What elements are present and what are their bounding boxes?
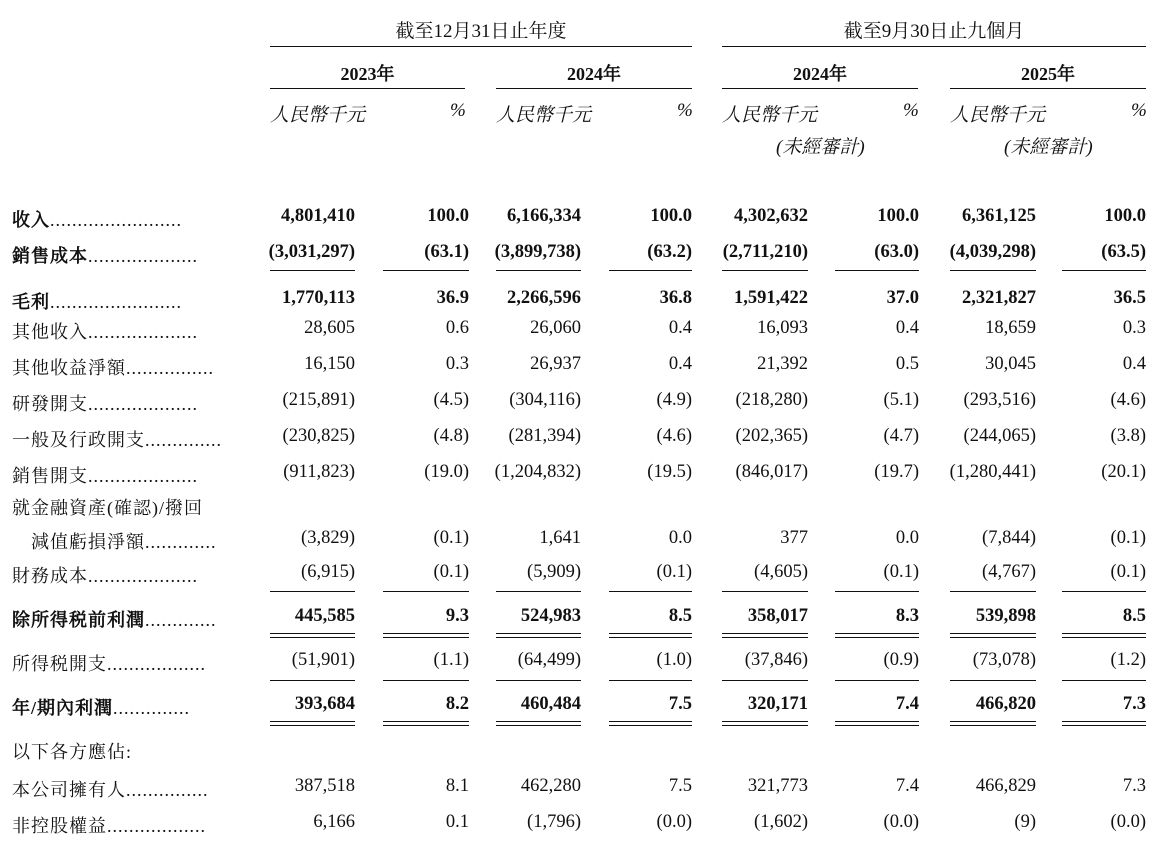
percent-cell: (0.1) <box>656 562 692 582</box>
row-label-text: 以下各方應佔: <box>12 742 133 762</box>
percent-cell: 0.4 <box>668 354 692 374</box>
row-label-text: 研發開支 <box>12 394 88 414</box>
amount-cell: 387,518 <box>294 776 355 796</box>
row-label-text: 銷售開支 <box>12 466 88 486</box>
percent-unit: % <box>677 100 693 121</box>
percent-cell: (63.1) <box>424 242 469 262</box>
percent-cell: (19.7) <box>874 462 919 482</box>
row-leader-dots: ............. <box>145 610 217 630</box>
percent-cell: (0.1) <box>1110 528 1146 548</box>
percent-cell: 0.4 <box>1122 354 1146 374</box>
row-label <box>12 288 182 314</box>
amount-cell: 445,585 <box>294 606 355 626</box>
single-underline <box>722 270 808 271</box>
amount-cell: 466,829 <box>975 776 1036 796</box>
amount-cell: 30,045 <box>985 354 1036 374</box>
double-underline <box>496 721 581 726</box>
single-underline <box>496 591 581 592</box>
row-label <box>12 606 217 632</box>
percent-cell: (1.2) <box>1110 650 1146 670</box>
row-leader-dots: .................... <box>88 394 198 414</box>
single-underline <box>950 270 1036 271</box>
double-underline <box>609 721 692 726</box>
row-leader-dots: .................... <box>88 566 198 586</box>
percent-unit: % <box>1131 100 1147 121</box>
row-label-text: 就金融資產(確認)/撥回 <box>12 498 203 518</box>
row-leader-dots: .................... <box>88 246 198 266</box>
amount-cell: 1,641 <box>539 528 581 548</box>
amount-cell: (218,280) <box>735 390 808 410</box>
percent-cell: 36.5 <box>1113 288 1146 308</box>
single-underline <box>1062 591 1146 592</box>
row-leader-dots: .................. <box>107 816 206 836</box>
percent-cell: 100.0 <box>427 206 469 226</box>
double-underline <box>950 633 1036 638</box>
row-label-text: 減值虧損淨額 <box>12 532 145 552</box>
single-underline <box>270 270 355 271</box>
single-underline <box>609 680 692 681</box>
percent-cell: (0.0) <box>883 812 919 832</box>
percent-cell: (4.6) <box>656 426 692 446</box>
amount-cell: (37,846) <box>744 650 808 670</box>
percent-cell: 0.4 <box>895 318 919 338</box>
single-underline <box>950 680 1036 681</box>
row-label <box>12 462 198 488</box>
year-underline <box>496 88 692 89</box>
amount-cell: 6,166,334 <box>507 206 581 226</box>
double-underline <box>722 633 808 638</box>
row-leader-dots: .................... <box>88 322 198 342</box>
percent-cell: 8.1 <box>445 776 469 796</box>
amount-cell: 6,166 <box>313 812 355 832</box>
amount-cell: (281,394) <box>508 426 581 446</box>
year-header: 2023年 <box>340 64 395 84</box>
single-underline <box>270 680 355 681</box>
year-header: 2024年 <box>567 64 621 84</box>
double-underline <box>496 633 581 638</box>
year-header: 2025年 <box>1021 64 1075 84</box>
amount-cell: 1,591,422 <box>734 288 808 308</box>
percent-cell: (5.1) <box>883 390 919 410</box>
percent-cell: (0.1) <box>433 528 469 548</box>
percent-cell: (0.0) <box>1110 812 1146 832</box>
percent-cell: 37.0 <box>886 288 919 308</box>
percent-cell: 7.3 <box>1122 776 1146 796</box>
amount-cell: 18,659 <box>985 318 1036 338</box>
row-leader-dots: ............. <box>145 532 217 552</box>
percent-cell: (4.6) <box>1110 390 1146 410</box>
percent-cell: 100.0 <box>877 206 919 226</box>
row-label-text: 毛利 <box>12 292 50 312</box>
currency-unit: 人民幣千元 <box>950 105 1046 126</box>
percent-cell: 8.5 <box>1122 606 1146 626</box>
amount-cell: 4,302,632 <box>734 206 808 226</box>
amount-cell: 524,983 <box>520 606 581 626</box>
single-underline <box>950 591 1036 592</box>
row-label <box>12 390 198 416</box>
row-label <box>12 812 206 838</box>
currency-unit: 人民幣千元 <box>722 105 818 126</box>
percent-cell: 100.0 <box>1104 206 1146 226</box>
percent-cell: (63.2) <box>647 242 692 262</box>
amount-cell: 460,484 <box>520 694 581 714</box>
amount-cell: (51,901) <box>291 650 355 670</box>
amount-cell: (4,605) <box>754 562 808 582</box>
row-leader-dots: ............... <box>126 780 209 800</box>
row-label <box>12 354 214 380</box>
percent-cell: 8.2 <box>445 694 469 714</box>
percent-cell: 7.3 <box>1122 694 1146 714</box>
double-underline <box>383 633 469 638</box>
percent-cell: (0.1) <box>883 562 919 582</box>
amount-cell: (7,844) <box>982 528 1036 548</box>
percent-cell: (20.1) <box>1101 462 1146 482</box>
amount-cell: 2,321,827 <box>962 288 1036 308</box>
period-header-nine-months: 截至9月30日止九個月 <box>843 21 1025 42</box>
double-underline <box>835 633 919 638</box>
percent-cell: (4.9) <box>656 390 692 410</box>
row-label-text: 本公司擁有人 <box>12 780 126 800</box>
row-label <box>12 776 209 802</box>
amount-cell: 16,150 <box>304 354 355 374</box>
double-underline <box>1062 721 1146 726</box>
percent-cell: 7.4 <box>895 776 919 796</box>
row-label-text: 非控股權益 <box>12 816 107 836</box>
percent-cell: 0.0 <box>668 528 692 548</box>
amount-cell: (293,516) <box>963 390 1036 410</box>
row-label-text: 其他收益淨額 <box>12 358 126 378</box>
row-label-text: 其他收入 <box>12 322 88 342</box>
amount-cell: (1,796) <box>527 812 581 832</box>
amount-cell: (3,829) <box>301 528 355 548</box>
single-underline <box>270 591 355 592</box>
percent-cell: 0.3 <box>1122 318 1146 338</box>
row-label <box>12 650 206 676</box>
amount-cell: 377 <box>780 528 808 548</box>
single-underline <box>835 591 919 592</box>
percent-cell: (0.0) <box>656 812 692 832</box>
single-underline <box>609 270 692 271</box>
amount-cell: (6,915) <box>301 562 355 582</box>
percent-cell: 0.5 <box>895 354 919 374</box>
double-underline <box>383 721 469 726</box>
amount-cell: (9) <box>1014 812 1036 832</box>
row-label-text: 所得税開支 <box>12 654 107 674</box>
period-header-year: 截至12月31日止年度 <box>395 21 567 42</box>
percent-cell: (1.0) <box>656 650 692 670</box>
double-underline <box>1062 633 1146 638</box>
double-underline <box>270 633 355 638</box>
row-label-text: 年/期內利潤 <box>12 698 114 718</box>
row-label <box>12 242 198 268</box>
double-underline <box>835 721 919 726</box>
row-label-text: 收入 <box>12 210 50 230</box>
row-leader-dots: .............. <box>145 430 222 450</box>
percent-cell: (3.8) <box>1110 426 1146 446</box>
percent-cell: (63.5) <box>1101 242 1146 262</box>
double-underline <box>609 633 692 638</box>
row-label-text: 財務成本 <box>12 566 88 586</box>
amount-cell: (3,899,738) <box>494 242 581 262</box>
unaudited-note: (未經審計) <box>776 137 865 158</box>
single-underline <box>722 680 808 681</box>
percent-cell: 100.0 <box>650 206 692 226</box>
percent-cell: (19.0) <box>424 462 469 482</box>
row-leader-dots: ........................ <box>50 210 182 230</box>
single-underline <box>496 680 581 681</box>
amount-cell: 26,060 <box>530 318 581 338</box>
amount-cell: 4,801,410 <box>281 206 355 226</box>
amount-cell: (1,204,832) <box>494 462 581 482</box>
amount-cell: (230,825) <box>282 426 355 446</box>
amount-cell: (5,909) <box>527 562 581 582</box>
amount-cell: 321,773 <box>747 776 808 796</box>
percent-cell: (1.1) <box>433 650 469 670</box>
single-underline <box>383 270 469 271</box>
single-underline <box>1062 680 1146 681</box>
percent-cell: 7.5 <box>668 776 692 796</box>
row-label-text: 除所得税前利潤 <box>12 610 145 630</box>
single-underline <box>383 680 469 681</box>
row-label <box>12 562 198 588</box>
row-leader-dots: ........................ <box>50 292 182 312</box>
amount-cell: (3,031,297) <box>268 242 355 262</box>
amount-cell: (846,017) <box>735 462 808 482</box>
row-leader-dots: ................ <box>126 358 214 378</box>
amount-cell: 539,898 <box>975 606 1036 626</box>
percent-cell: 8.5 <box>668 606 692 626</box>
amount-cell: 21,392 <box>757 354 808 374</box>
percent-cell: 0.3 <box>445 354 469 374</box>
year-header: 2024年 <box>793 64 847 84</box>
amount-cell: (1,280,441) <box>949 462 1036 482</box>
single-underline <box>496 270 581 271</box>
currency-unit: 人民幣千元 <box>496 105 592 126</box>
row-label <box>12 528 217 554</box>
amount-cell: 466,820 <box>975 694 1036 714</box>
row-label <box>12 426 222 452</box>
double-underline <box>722 721 808 726</box>
percent-cell: 7.5 <box>668 694 692 714</box>
single-underline <box>609 591 692 592</box>
percent-cell: (0.9) <box>883 650 919 670</box>
row-label-text: 一般及行政開支 <box>12 430 145 450</box>
single-underline <box>722 591 808 592</box>
single-underline <box>835 680 919 681</box>
amount-cell: 320,171 <box>747 694 808 714</box>
percent-cell: 9.3 <box>445 606 469 626</box>
amount-cell: (4,767) <box>982 562 1036 582</box>
amount-cell: 358,017 <box>747 606 808 626</box>
amount-cell: (202,365) <box>735 426 808 446</box>
percent-unit: % <box>903 100 919 121</box>
single-underline <box>835 270 919 271</box>
percent-cell: 0.0 <box>895 528 919 548</box>
amount-cell: 28,605 <box>304 318 355 338</box>
amount-cell: (215,891) <box>282 390 355 410</box>
period-underline <box>722 46 1146 47</box>
amount-cell: 1,770,113 <box>282 288 355 308</box>
single-underline <box>383 591 469 592</box>
percent-cell: (63.0) <box>874 242 919 262</box>
row-label <box>12 738 132 764</box>
percent-unit: % <box>450 100 466 121</box>
amount-cell: (64,499) <box>517 650 581 670</box>
row-label <box>12 206 182 232</box>
amount-cell: 6,361,125 <box>962 206 1036 226</box>
percent-cell: 36.9 <box>436 288 469 308</box>
amount-cell: (304,116) <box>509 390 581 410</box>
percent-cell: (4.7) <box>883 426 919 446</box>
percent-cell: 0.1 <box>445 812 469 832</box>
percent-cell: (0.1) <box>1110 562 1146 582</box>
percent-cell: 8.3 <box>895 606 919 626</box>
percent-cell: 36.8 <box>659 288 692 308</box>
row-leader-dots: .............. <box>113 698 191 718</box>
amount-cell: (4,039,298) <box>949 242 1036 262</box>
amount-cell: 16,093 <box>757 318 808 338</box>
year-underline <box>950 88 1146 89</box>
amount-cell: (1,602) <box>754 812 808 832</box>
row-label <box>12 494 203 520</box>
unaudited-note: (未經審計) <box>1004 137 1093 158</box>
row-leader-dots: .................. <box>107 654 206 674</box>
year-underline <box>270 88 465 89</box>
single-underline <box>1062 270 1146 271</box>
amount-cell: 393,684 <box>294 694 355 714</box>
row-leader-dots: .................... <box>88 466 198 486</box>
double-underline <box>950 721 1036 726</box>
period-underline <box>270 46 692 47</box>
percent-cell: 0.4 <box>668 318 692 338</box>
amount-cell: (911,823) <box>283 462 355 482</box>
percent-cell: (0.1) <box>433 562 469 582</box>
year-underline <box>722 88 918 89</box>
row-label-text: 銷售成本 <box>12 246 88 266</box>
row-label <box>12 318 198 344</box>
percent-cell: (4.5) <box>433 390 469 410</box>
amount-cell: 462,280 <box>520 776 581 796</box>
amount-cell: (73,078) <box>972 650 1036 670</box>
amount-cell: (2,711,210) <box>722 242 808 262</box>
percent-cell: 0.6 <box>445 318 469 338</box>
currency-unit: 人民幣千元 <box>270 105 366 126</box>
row-label <box>12 694 190 720</box>
amount-cell: (244,065) <box>963 426 1036 446</box>
percent-cell: (4.8) <box>433 426 469 446</box>
amount-cell: 2,266,596 <box>507 288 581 308</box>
double-underline <box>270 721 355 726</box>
percent-cell: 7.4 <box>895 694 919 714</box>
percent-cell: (19.5) <box>647 462 692 482</box>
amount-cell: 26,937 <box>530 354 581 374</box>
